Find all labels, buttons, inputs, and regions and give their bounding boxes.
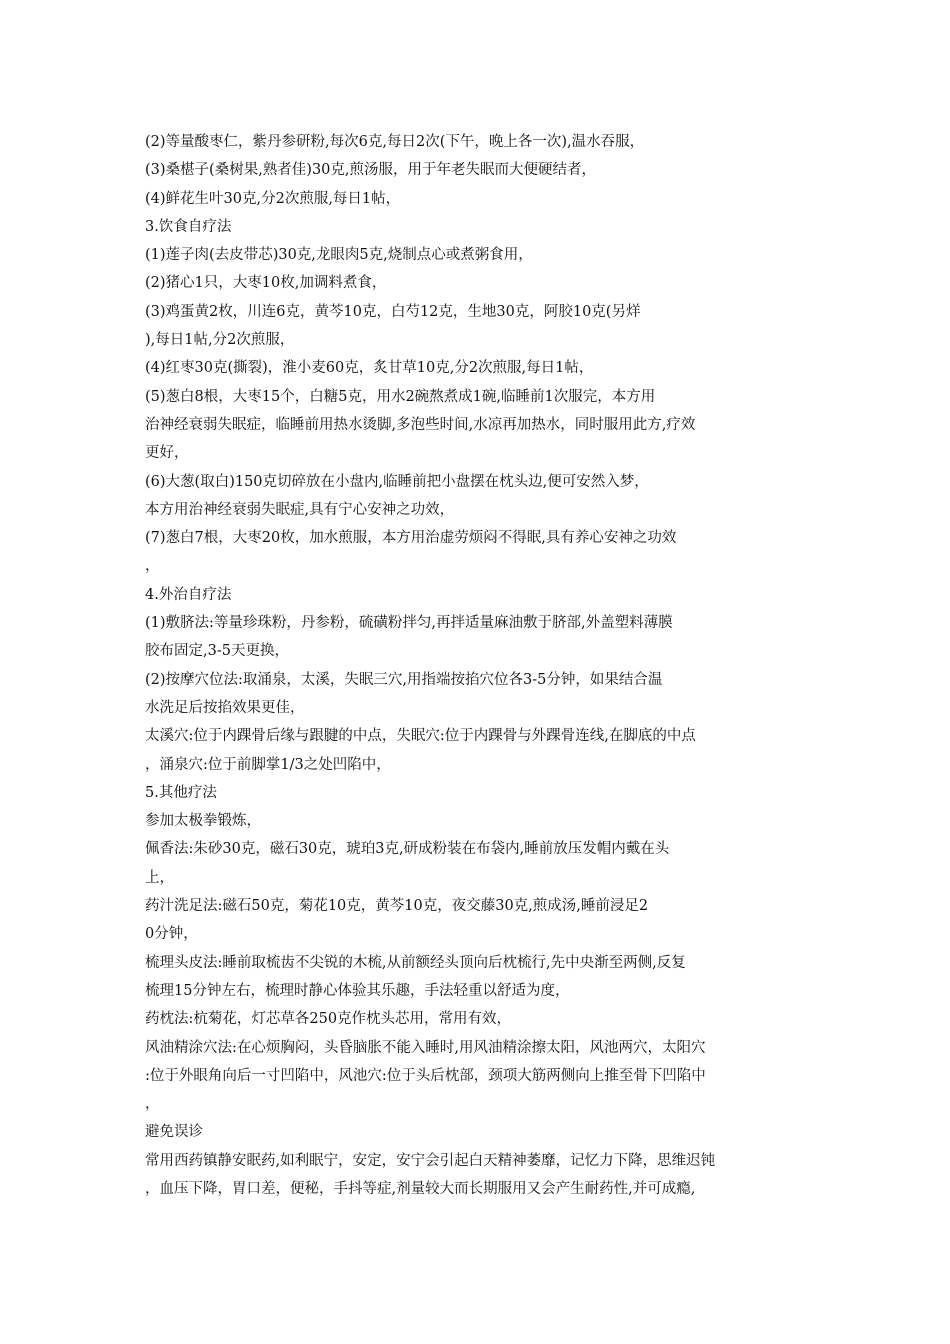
text-line: (1)敷脐法:等量珍珠粉，丹参粉，硫磺粉拌匀,再拌适量麻油敷于脐部,外盖塑料薄膜 — [145, 615, 673, 632]
text-line: (1)莲子肉(去皮带芯)30克,龙眼肉5克,烧制点心或煮粥食用， — [145, 247, 533, 264]
text-line: (3)桑椹子(桑树果,熟者佳)30克,煎汤服，用于年老失眠而大便硬结者， — [145, 162, 597, 179]
section-heading: 5.其他疗法 — [145, 784, 217, 801]
text-line: 0分钟， — [145, 926, 198, 943]
text-line: (4)红枣30克(撕裂)，淮小麦60克，炙甘草10克,分2次煎服,每日1帖， — [145, 360, 594, 377]
text-line: 常用西药镇静安眠药,如利眠宁，安定，安宁会引起白天精神萎靡，记忆力下降，思维迟钝 — [145, 1152, 716, 1169]
text-line: (2)按摩穴位法:取涌泉，太溪，失眠三穴,用指端按掐穴位各3-5分钟，如果结合温 — [145, 671, 663, 688]
text-line: ),每日1帖,分2次煎服， — [145, 332, 295, 349]
text-line: ，血压下降，胃口差，便秘，手抖等症,剂量较大而长期服用又会产生耐药性,并可成瘾, — [145, 1180, 696, 1197]
text-line: :位于外眼角向后一寸凹陷中，风池穴:位于头后枕部，颈项大筋两侧向上推至骨下凹陷中 — [145, 1067, 706, 1084]
text-line: (2)猪心1只，大枣10枚,加调料煮食， — [145, 275, 387, 292]
text-line: 梳理头皮法:睡前取梳齿不尖锐的木梳,从前额经头顶向后枕梳行,先中央渐至两侧,反复 — [145, 954, 686, 971]
section-heading: 3.饮食自疗法 — [145, 218, 232, 235]
text-line: 参加太极拳锻炼， — [145, 813, 261, 830]
text-line: 梳理15分钟左右，梳理时静心体验其乐趣，手法轻重以舒适为度， — [145, 982, 570, 999]
document-body — [145, 128, 815, 1203]
text-line: 上， — [145, 869, 174, 886]
section-heading: 避免误诊 — [145, 1124, 203, 1141]
text-line: 本方用治神经衰弱失眠症,具有宁心安神之功效， — [145, 501, 455, 518]
text-line: ，涌泉穴:位于前脚掌1/3之处凹陷中， — [145, 756, 391, 773]
text-line: 佩香法:朱砂30克，磁石30克，琥珀3克,研成粉装在布袋内,睡前放压发帽内戴在头 — [145, 841, 670, 858]
text-line: 药汁洗足法:磁石50克，菊花10克，黄芩10克，夜交藤30克,煎成汤,睡前浸足2 — [145, 898, 649, 915]
text-line: (7)葱白7根，大枣20枚，加水煎服，本方用治虚劳烦闷不得眠,具有养心安神之功效 — [145, 530, 677, 547]
text-line: 水洗足后按掐效果更佳， — [145, 699, 305, 716]
text-line: 胶布固定,3-5天更换， — [145, 643, 289, 660]
text-line: 风油精涂穴法:在心烦胸闷，头昏脑胀不能入睡时,用风油精涂擦太阳，风池两穴，太阳穴 — [145, 1039, 706, 1056]
text-line: (5)葱白8根，大枣15个，白糖5克，用水2碗熬煮成1碗,临睡前1次服完，本方用 — [145, 388, 656, 405]
text-line: (4)鲜花生叶30克,分2次煎服,每日1帖， — [145, 190, 401, 207]
text-line: (6)大葱(取白)150克切碎放在小盘内,临睡前把小盘摆在枕头边,便可安然入梦， — [145, 473, 649, 490]
text-line: ， — [145, 1096, 160, 1113]
text-line: 治神经衰弱失眠症，临睡前用热水烫脚,多泡些时间,水凉再加热水，同时服用此方,疗效 — [145, 416, 696, 433]
text-line: (2)等量酸枣仁，紫丹参研粉,每次6克,每日2次(下午，晚上各一次),温水吞服， — [145, 134, 645, 150]
text-line: (3)鸡蛋黄2枚，川连6克，黄芩10克，白芍12克，生地30克，阿胶10克(另烊 — [145, 303, 641, 320]
text-line: 更好， — [145, 445, 189, 462]
text-line: 太溪穴:位于内踝骨后缘与跟腱的中点，失眠穴:位于内踝骨与外踝骨连线,在脚底的中点 — [145, 728, 696, 745]
section-heading: 4.外治自疗法 — [145, 586, 232, 603]
text-line: 药枕法:杭菊花，灯芯草各250克作枕头芯用，常用有效， — [145, 1011, 512, 1028]
text-line: ， — [145, 558, 160, 575]
